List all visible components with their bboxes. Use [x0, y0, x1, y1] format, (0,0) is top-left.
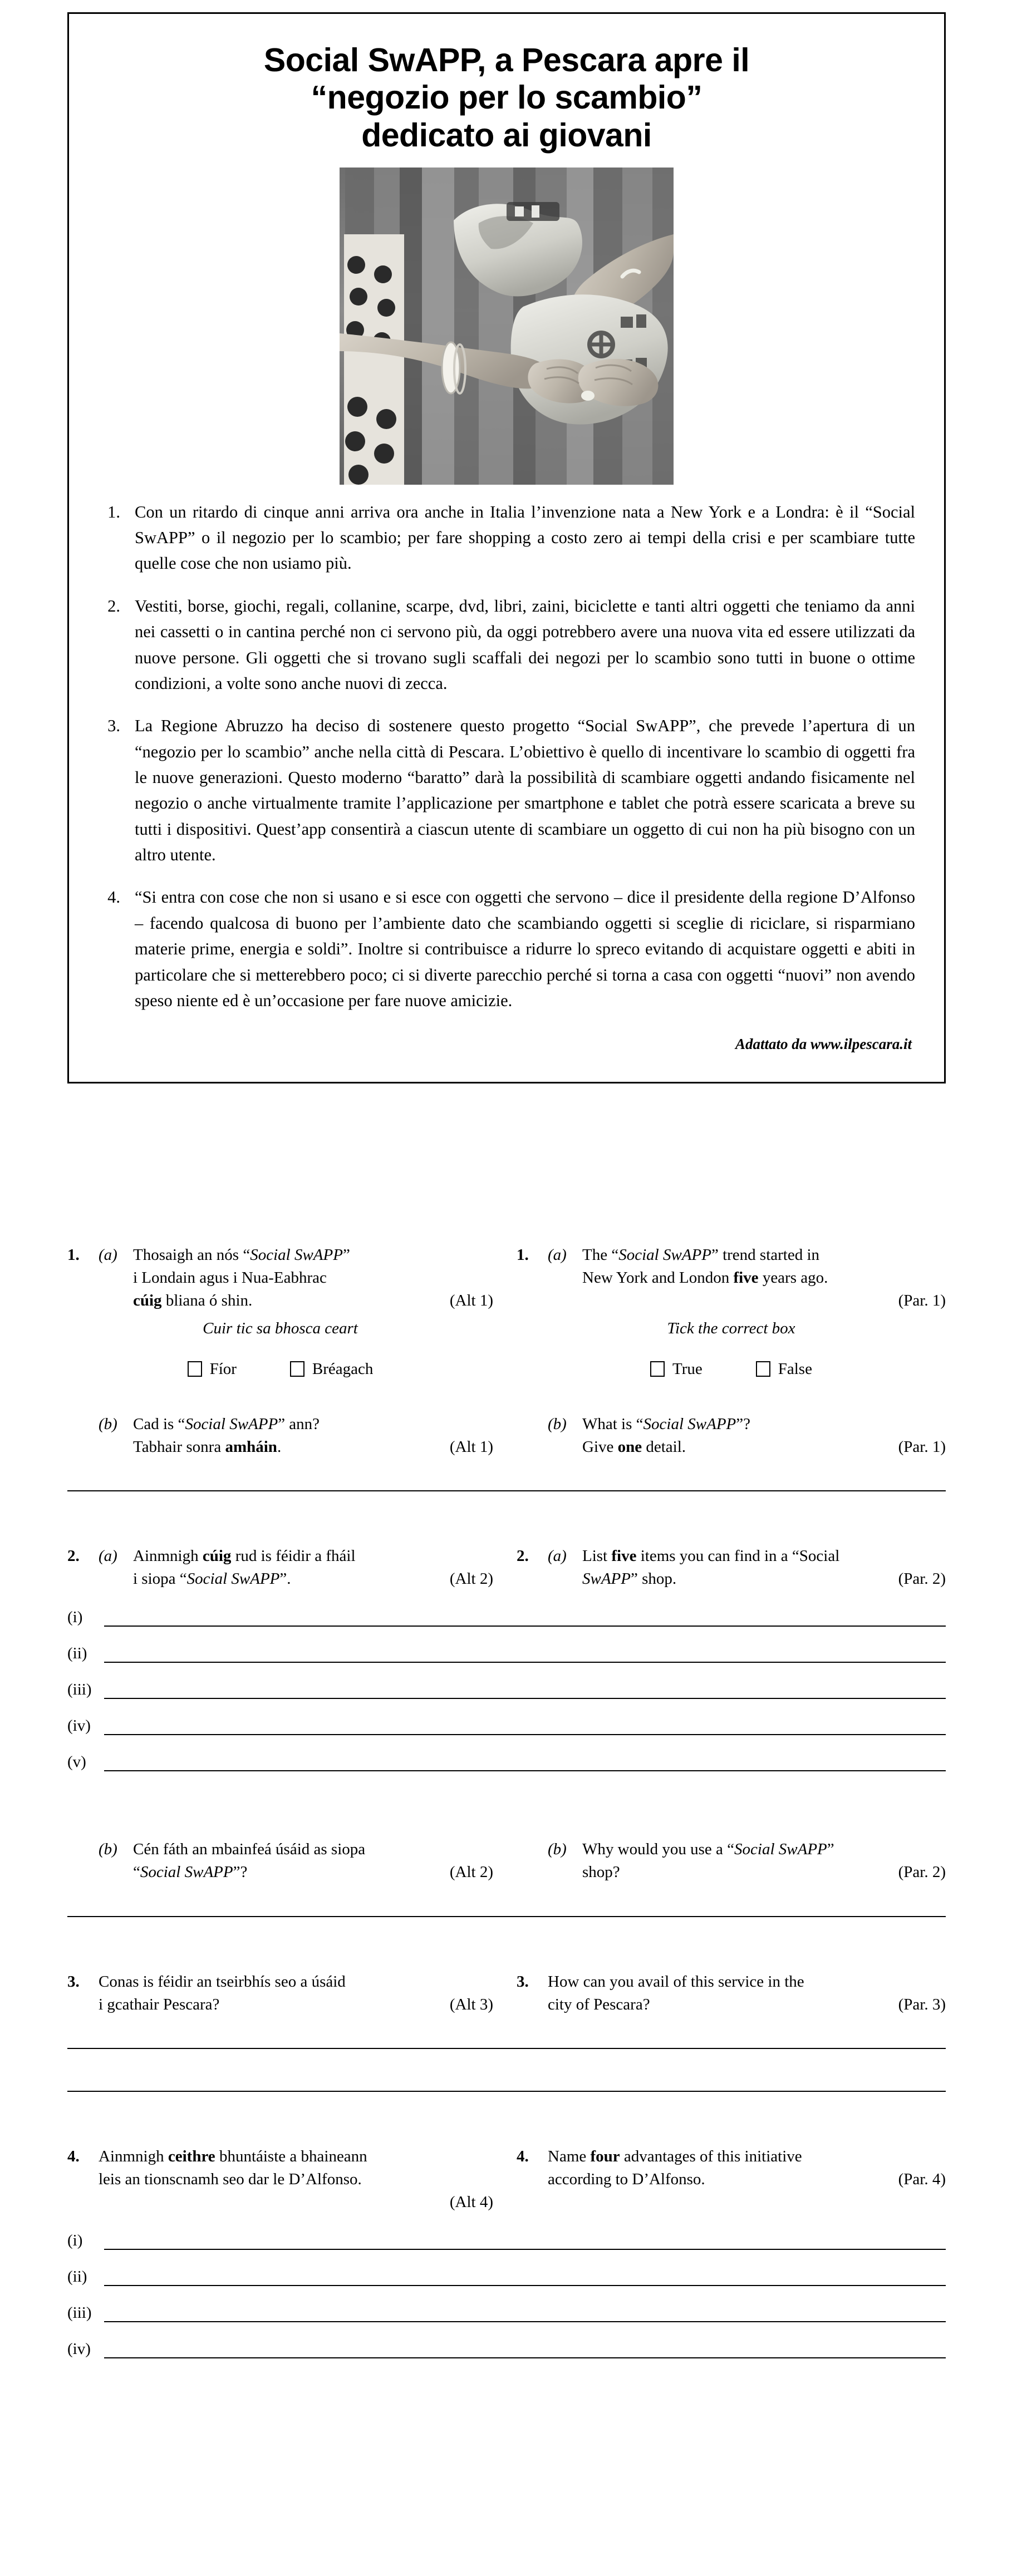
q2a-irish-line-2-text: i siopa “Social SwAPP”.	[133, 1570, 291, 1588]
answer-label: (iv)	[67, 2340, 91, 2358]
q1b-english-marker: (Par. 1)	[898, 1437, 946, 1456]
question-1b-row	[67, 1413, 946, 1459]
article-title-line-2: “negozio per lo scambio”	[311, 79, 702, 116]
answer-label: (i)	[67, 2232, 83, 2250]
question-3-number-irish: 3.	[67, 1972, 80, 1991]
question-2b-letter-english: (b)	[548, 1840, 567, 1859]
question-1a-letter-english: (a)	[548, 1246, 567, 1264]
question-4-irish	[67, 2145, 507, 2214]
paragraph-text: La Regione Abruzzo ha deciso di sostenere questo progetto “Social SwAPP”, che prevede l’apertura di un “negozio per lo scambio” anche nella città di Pescara. L’obiettivo è quello di incentivare lo scambio di oggetti fra le nuove generazioni. Questo moderno “baratto” darà la possibilità di scambiare oggetti andando fisicamente nel negozio o anche virtualmente tramite l’applicazione per smartphone e tablet che potrà essere scaricata a breve su tutti i dispositivi. Quest’app consentirà a ciascun utente di scambiare un oggetto di cui non ha più bisogno con un altro utente.	[135, 716, 915, 865]
answer-label: (v)	[67, 1753, 86, 1771]
question-1-number-irish: 1.	[67, 1246, 80, 1264]
paragraph-text: Vestiti, borse, giochi, regali, collanine, scarpe, dvd, libri, zaini, biciclette e tanti altri oggetti che teniamo da anni nei cassetti o in cantina perché non ci servono più, da oggi potrebbero avere una nuova vita ed essere utilizzati da nuove persone. Gli oggetti che si trovano sugli scaffali dei negozi per lo scambio sono tutti in buone o ottime condizioni, a volte sono anche nuovi di zecca.	[135, 596, 915, 693]
q1a-option-true-irish-label: Fíor	[209, 1360, 237, 1378]
question-2b-text-english	[582, 1838, 946, 1884]
question-2a-letter-irish: (a)	[99, 1546, 117, 1565]
answer-rule[interactable]	[104, 2357, 946, 2358]
question-4-row	[67, 2145, 946, 2214]
q1a-irish-line-2: i Londain agus i Nua-Eabhrac	[133, 1269, 327, 1287]
q1b-english-line-2	[582, 1436, 946, 1459]
q2a-english-line-2-text: SwAPP” shop.	[582, 1570, 677, 1588]
q1a-option-false-irish[interactable]	[290, 1360, 374, 1378]
q1a-english-line-2: New York and London five years ago.	[582, 1269, 828, 1287]
q4-english-line-2	[548, 2168, 946, 2191]
question-1b-text-irish	[133, 1413, 493, 1459]
answer-rule[interactable]	[104, 1697, 946, 1699]
q3-irish-line-1: Conas is féidir an tseirbhís seo a úsáid	[99, 1972, 346, 1991]
q2b-english-line-2	[582, 1861, 946, 1884]
article-box	[67, 12, 946, 1083]
q1a-option-true-english-label: True	[672, 1360, 702, 1378]
checkbox-icon[interactable]	[290, 1361, 304, 1377]
paragraph-number: 4.	[107, 888, 120, 907]
article-paragraph	[98, 499, 915, 577]
answer-label: (iii)	[67, 1681, 92, 1699]
q3-irish-marker: (Alt 3)	[449, 1995, 493, 2013]
q1a-irish-line-3	[133, 1289, 493, 1312]
question-3-text-english	[548, 1971, 946, 2016]
article-attribution: Adattato da www.ilpescara.it	[735, 1036, 912, 1053]
question-4-text-english	[548, 2145, 946, 2191]
question-3-number-english: 3.	[517, 1972, 529, 1991]
q4-english-line-1: Name four advantages of this initiative	[548, 2147, 802, 2165]
question-4-english	[507, 2145, 946, 2214]
answer-line-item	[67, 1609, 946, 1627]
question-2a-row	[67, 1545, 946, 1590]
question-3-english	[507, 1971, 946, 2016]
q4-irish-marker: (Alt 4)	[449, 2193, 493, 2211]
tick-instruction-english: Tick the correct box	[667, 1319, 795, 1337]
question-2b-row	[67, 1838, 946, 1884]
question-1a-text-english	[582, 1244, 946, 1313]
question-1a-letter-irish: (a)	[99, 1246, 117, 1264]
question-3-row	[67, 1971, 946, 2016]
clothes-swap-photo	[340, 168, 674, 485]
q2b-irish-line-2	[133, 1861, 493, 1884]
question-1b-letter-irish: (b)	[99, 1415, 117, 1433]
question-2a-letter-english: (a)	[548, 1546, 567, 1565]
q2a-english-line-1: List five items you can find in a “Social	[582, 1546, 840, 1565]
answer-line-item	[67, 1646, 946, 1663]
q1a-english-line-1: The “Social SwAPP” trend started in	[582, 1246, 820, 1264]
answer-line-item	[67, 1682, 946, 1699]
question-2b-letter-irish: (b)	[99, 1840, 117, 1859]
q2b-english-marker: (Par. 2)	[898, 1863, 946, 1881]
q1a-option-true-english[interactable]	[650, 1360, 702, 1378]
answer-rule[interactable]	[67, 2047, 946, 2049]
q2b-irish-marker: (Alt 2)	[449, 1863, 493, 1881]
checkbox-icon[interactable]	[756, 1361, 770, 1377]
question-2b-irish	[67, 1838, 507, 1884]
question-3-text-irish	[99, 1971, 493, 2016]
article-title-line-3: dedicato ai giovani	[361, 116, 652, 154]
tick-instruction-irish: Cuir tic sa bhosca ceart	[203, 1319, 358, 1337]
q1a-irish-line-3-text: cúig bliana ó shin.	[133, 1292, 253, 1310]
question-1b-english	[507, 1413, 946, 1459]
q2b-english-line-1: Why would you use a “Social SwAPP”	[582, 1840, 834, 1859]
paragraph-text: Con un ritardo di cinque anni arriva ora anche in Italia l’invenzione nata a New York e a Londra: è il “Social SwAPP” o il negozio per lo scambio; per fare shopping a costo zero ai tempi della crisi e per scambiare tutte quelle cose che non usiamo più.	[135, 502, 915, 573]
q1a-option-false-english-label: False	[778, 1360, 812, 1378]
answer-label: (iv)	[67, 1717, 91, 1735]
q1b-irish-marker: (Alt 1)	[449, 1437, 493, 1456]
article-photo-container	[98, 168, 915, 485]
question-2a-text-irish	[133, 1545, 493, 1590]
question-2-number-irish: 2.	[67, 1546, 80, 1565]
question-1a-irish	[67, 1244, 507, 1378]
q1a-irish-marker: (Alt 1)	[449, 1292, 493, 1310]
answer-line-item	[67, 1718, 946, 1735]
question-4-number-english: 4.	[517, 2147, 529, 2165]
q1b-irish-line-2-text: Tabhair sonra amháin.	[133, 1437, 282, 1456]
q2b-irish-line-2-text: “Social SwAPP”?	[133, 1863, 248, 1881]
q4-english-marker: (Par. 4)	[898, 2170, 946, 2189]
answer-line-item	[67, 1754, 946, 1771]
q2b-irish-line-1: Cén fáth an mbainfeá úsáid as siopa	[133, 1840, 366, 1859]
paragraph-number: 3.	[107, 716, 120, 736]
article-title-line-1: Social SwAPP, a Pescara apre il	[263, 42, 750, 78]
q2a-english-line-2	[582, 1568, 946, 1590]
q1a-english-marker: (Par. 1)	[898, 1292, 946, 1310]
article-paragraph-list	[98, 499, 915, 1013]
paragraph-text: “Si entra con cose che non si usano e si esce con oggetti che servono – dice il presidente della regione D’Alfonso – facendo qualcosa di buono per l’ambiente dato che scambiando oggetti si sceglie di riciclare, si risparmiano materie prime, energia e soldi”. Inoltre si contribuisce a ridurre lo spreco evitando di acquistare oggetti e abiti in particolare che si metterebbero poco; ci si diverte parecchio perché si torna a casa con oggetti “nuovi” non avendo speso niente ed è un’occasione per fare nuove amicizie.	[135, 888, 915, 1010]
question-2b-english	[507, 1838, 946, 1884]
question-2a-answer-lines	[67, 1609, 946, 1771]
answer-line-item	[67, 2233, 946, 2250]
q4-irish-line-2: leis an tionscnamh seo dar le D’Alfonso.	[99, 2170, 362, 2189]
checkbox-icon[interactable]	[188, 1361, 202, 1377]
q3-irish-line-2-text: i gcathair Pescara?	[99, 1995, 220, 2013]
answer-rule[interactable]	[104, 2284, 946, 2286]
q3-english-line-2-text: city of Pescara?	[548, 1995, 650, 2013]
question-2a-irish	[67, 1545, 507, 1590]
answer-label: (i)	[67, 1608, 83, 1627]
answer-line-item	[67, 2305, 946, 2322]
question-4-answer-lines	[67, 2233, 946, 2358]
q4-english-line-2-text: according to D’Alfonso.	[548, 2170, 705, 2189]
q1a-option-false-irish-label: Bréagach	[312, 1360, 374, 1378]
q3-irish-line-2	[99, 1993, 493, 2016]
q1a-option-false-english[interactable]	[756, 1360, 812, 1378]
q3-english-line-1: How can you avail of this service in the	[548, 1972, 804, 1991]
q1b-english-line-1: What is “Social SwAPP”?	[582, 1415, 751, 1433]
question-1-number-english: 1.	[517, 1246, 529, 1264]
q1b-english-line-2-text: Give one detail.	[582, 1437, 686, 1456]
question-2-number-english: 2.	[517, 1546, 529, 1565]
questions-section	[67, 1244, 946, 2358]
question-4-number-irish: 4.	[67, 2147, 80, 2165]
q2a-irish-line-1: Ainmnigh cúig rud is féidir a fháil	[133, 1546, 356, 1565]
question-1a-text-irish	[133, 1244, 493, 1313]
checkbox-icon[interactable]	[650, 1361, 665, 1377]
article-paragraph	[98, 713, 915, 868]
q3-english-line-2	[548, 1993, 946, 2016]
q4-irish-line-1: Ainmnigh ceithre bhuntáiste a bhaineann	[99, 2147, 367, 2165]
answer-label: (iii)	[67, 2304, 92, 2322]
q2a-irish-marker: (Alt 2)	[449, 1570, 493, 1588]
answer-line-item	[67, 2269, 946, 2286]
question-1a-english	[507, 1244, 946, 1378]
q1a-irish-line-1: Thosaigh an nós “Social SwAPP”	[133, 1246, 350, 1264]
answer-rule[interactable]	[104, 1661, 946, 1663]
question-1b-irish	[67, 1413, 507, 1459]
q2a-irish-line-2	[133, 1568, 493, 1590]
article-title	[98, 42, 915, 154]
question-2b-text-irish	[133, 1838, 493, 1884]
question-1b-text-english	[582, 1413, 946, 1459]
paragraph-number: 2.	[107, 596, 120, 615]
q2a-english-marker: (Par. 2)	[898, 1570, 946, 1588]
paragraph-number: 1.	[107, 502, 120, 521]
q1a-option-true-irish[interactable]	[188, 1360, 237, 1378]
q1a-checkbox-row-irish	[67, 1360, 493, 1378]
answer-rule[interactable]	[104, 1733, 946, 1735]
article-paragraph	[98, 884, 915, 1013]
article-paragraph	[98, 593, 915, 696]
question-1b-letter-english: (b)	[548, 1415, 567, 1433]
answer-rule[interactable]	[104, 1770, 946, 1771]
question-2a-english	[507, 1545, 946, 1590]
q1b-irish-line-2	[133, 1436, 493, 1459]
q3-english-marker: (Par. 3)	[898, 1995, 946, 2013]
question-4-text-irish	[99, 2145, 493, 2214]
answer-rule[interactable]	[104, 2321, 946, 2322]
question-2a-text-english	[582, 1545, 946, 1590]
answer-line-item	[67, 2341, 946, 2358]
answer-rule[interactable]	[104, 1625, 946, 1627]
answer-label: (ii)	[67, 2268, 87, 2286]
q1a-checkbox-row-english	[517, 1360, 946, 1378]
answer-rule[interactable]	[104, 2248, 946, 2250]
q2b-english-line-2-text: shop?	[582, 1863, 620, 1881]
question-3-irish	[67, 1971, 507, 2016]
q1b-irish-line-1: Cad is “Social SwAPP” ann?	[133, 1415, 320, 1433]
question-1a-row	[67, 1244, 946, 1378]
answer-label: (ii)	[67, 1644, 87, 1663]
question-3-answer-rules	[67, 2047, 946, 2092]
